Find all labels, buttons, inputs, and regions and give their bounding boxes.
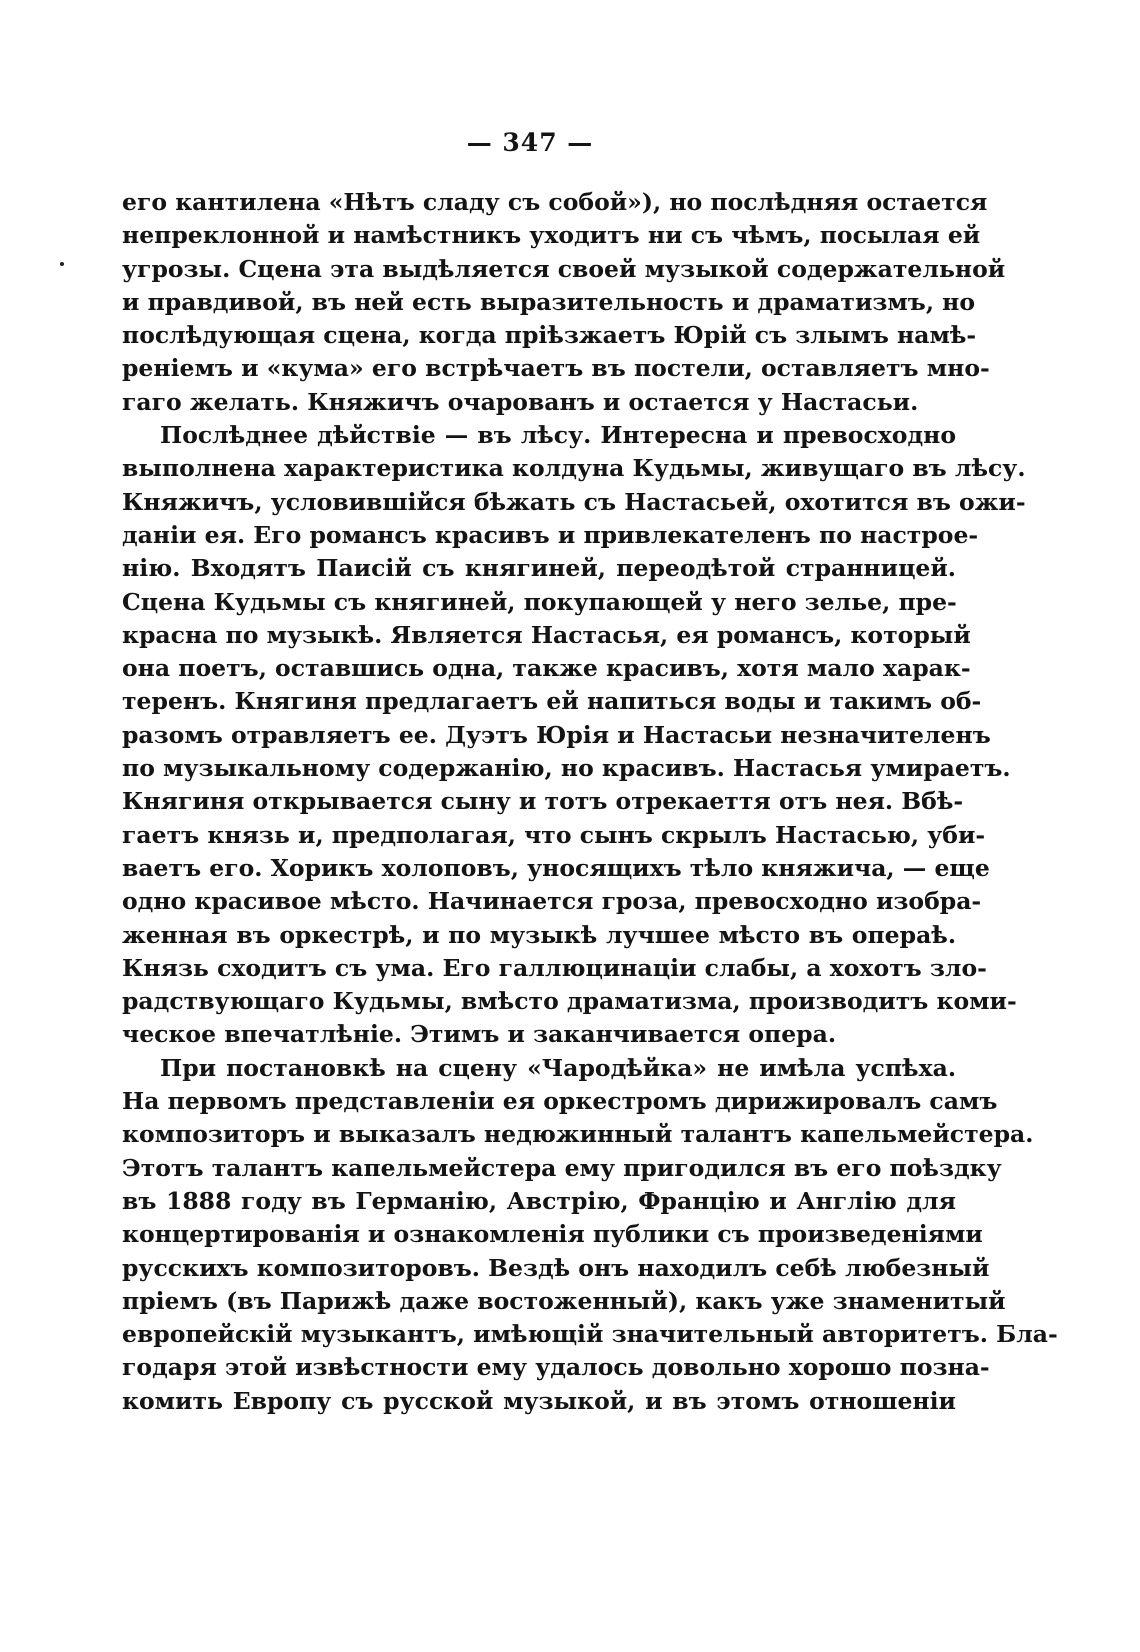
text-line: Княгиня открывается сыну и тотъ отрекаеття отъ нея. Вбѣ-	[122, 787, 964, 816]
text-line: одно красивое мѣсто. Начинается гроза, превосходно изобра-	[122, 887, 982, 916]
text-line: ческое впечатлѣнiе. Этимъ и заканчивается опера.	[122, 1020, 836, 1049]
text-line: годаря этой извѣстности ему удалось довольно хорошо позна-	[122, 1353, 990, 1382]
text-line: по музыкальному содержанiю, но красивъ. Настасья умираетъ.	[122, 754, 1011, 783]
page-number: — 347 —	[466, 128, 594, 157]
text-line: Послѣднее дѣйствiе — въ лѣсу. Интересна и превосходно	[160, 421, 956, 450]
text-line: разомъ отравляетъ ее. Дуэтъ Юрiя и Настасьи незначителенъ	[122, 720, 991, 749]
text-line: концертированiя и ознакомленiя публики съ произведенiями	[122, 1220, 983, 1249]
text-line: европейскiй музыкантъ, имѣющiй значительный авторитетъ. Бла-	[122, 1320, 1058, 1349]
text-line: ренiемъ и «кума» его встрѣчаетъ въ постели, оставляетъ мно-	[122, 354, 990, 383]
text-line: теренъ. Княгиня предлагаетъ ей напиться воды и такимъ об-	[122, 687, 982, 716]
text-line: нiю. Входятъ Паисiй съ княгиней, переодѣтой странницей.	[122, 554, 956, 583]
paragraph	[122, 1052, 1058, 1418]
text-line: красна по музыкѣ. Является Настасья, ея романсъ, который	[122, 620, 971, 649]
text-line: и правдивой, въ ней есть выразительность и драматизмъ, но	[122, 287, 976, 316]
text-line: гаетъ князь и, предполагая, что сынъ скрылъ Настасью, уби-	[122, 820, 986, 849]
text-line: женная въ оркестрѣ, и по музыкѣ лучшее мѣсто въ операѣ.	[122, 920, 956, 949]
text-line: прiемъ (въ Парижѣ даже востоженный), какъ уже знаменитый	[122, 1286, 1006, 1315]
ink-speck	[60, 262, 64, 266]
text-line: его кантилена «Нѣтъ сладу съ собой»), но послѣдняя остается	[122, 188, 988, 216]
text-line: ваетъ его. Хорикъ холоповъ, уносящихъ тѣло княжича, — еще	[122, 853, 990, 882]
text-line: русскихъ композиторовъ. Вездѣ онъ находилъ себѣ любезный	[122, 1253, 990, 1282]
text-line: гаго желать. Княжичъ очарованъ и остается у Настасьи.	[122, 387, 919, 416]
text-line: Княжичъ, условившiйся бѣжать съ Настасьей, охотится въ ожи-	[122, 487, 1026, 516]
text-line: непреклонной и намѣстникъ уходитъ ни съ чѣмъ, посылая ей	[122, 221, 981, 250]
text-line: На первомъ представленiи ея оркестромъ дирижировалъ самъ	[122, 1087, 998, 1116]
text-line: радствующаго Кудьмы, вмѣсто драматизма, производитъ коми-	[122, 987, 1017, 1016]
text-line: она поетъ, оставшись одна, также красивъ, хотя мало харак-	[122, 654, 971, 683]
paragraph	[122, 186, 1006, 419]
text-line: Князь сходитъ съ ума. Его галлюцинацiи слабы, а хохотъ зло-	[122, 953, 987, 982]
text-line: даніи ея. Его романсъ красивъ и привлекателенъ по настрое-	[122, 520, 979, 549]
text-line: выполнена характеристика колдуна Кудьмы, живущаго въ лѣсу.	[122, 454, 1026, 483]
text-line: Сцена Кудьмы съ княгиней, покупающей у него зелье, пре-	[122, 587, 957, 616]
paragraph	[122, 419, 1026, 1052]
text-line: послѣдующая сцена, когда прiѣзжаетъ Юрiй съ злымъ намѣ-	[122, 321, 977, 350]
text-line: Этотъ талантъ капельмейстера ему пригодился въ его поѣздку	[122, 1153, 1002, 1182]
text-line: въ 1888 году въ Германiю, Австрiю, Францiю и Англiю для	[122, 1186, 956, 1215]
text-line: комить Европу съ русской музыкой, и въ этомъ отношенiи	[122, 1386, 956, 1415]
text-line: композиторъ и выказалъ недюжинный талантъ капельмейстера.	[122, 1120, 1034, 1149]
body-text	[122, 186, 1058, 1418]
text-line: угрозы. Сцена эта выдѣляется своей музыкой содержательной	[122, 254, 1006, 283]
text-line: При постановкѣ на сцену «Чародѣйка» не имѣла успѣха.	[160, 1053, 956, 1082]
